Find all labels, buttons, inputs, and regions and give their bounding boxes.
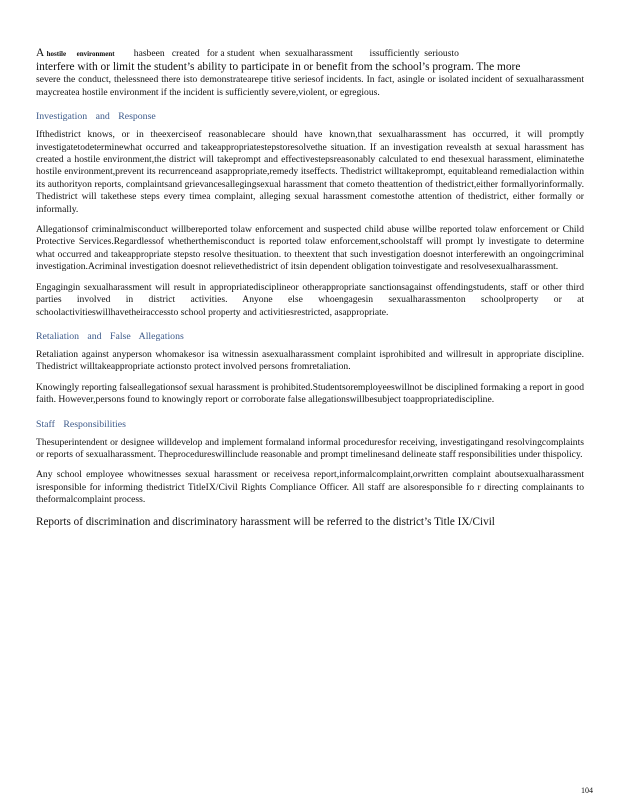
investigation-paragraph-3: Engagingin sexualharassment will result in appropriatedisciplineor otherappropriate sanctionsagainst offendingstudents, staff or other third parties involved in district activities. Anyone else whoengagesin sexualharassmenton schoolproperty or at schoolactivitieswillhavetheiraccessto school property and activitiesrestricted, asappropriate. <box>36 281 584 318</box>
staff-paragraph-1: Thesuperintendent or designee willdevelop and implement formaland informal proceduresfor receiving, investigatingand resolvingcomplaints or reports of sexualharassment. Theprocedureswillinclude reasonable and prompt timelinesand delineate staff responsibilities under thispolicy. <box>36 436 584 460</box>
intro-line2: interfere with or limit the student’s ability to participate in or benefit from the school’s program. The more <box>36 61 521 74</box>
intro-rest: severe the conduct, thelessneed there isto demonstratearepe titive seriesof incidents. In fact, asingle or isolated incident of sexualharassment maycreatea hostile environment if the incident is sufficiently severe,violent, or egregious. <box>36 74 584 98</box>
intro-lead: A <box>36 47 45 59</box>
intro-line1: hasbeen created for a student when sexualharassment issufficiently seriousto <box>116 48 459 59</box>
intro-lead-small: hostile environment <box>46 50 115 58</box>
section-heading-investigation: Investigation and Response <box>36 111 156 123</box>
final-line: Reports of discrimination and discriminatory harassment will be referred to the district’s Title IX/Civil <box>36 515 495 528</box>
document-page <box>36 46 584 529</box>
investigation-paragraph-2: Allegationsof criminalmisconduct willbereported tolaw enforcement and suspected child abuse willbe reported tolaw enforcement or Child Protective Services.Regardlessof whetherthemisconduct is reported tolaw enforcement,schoolstaff will prompt ly investigate to determine what occurred and takeappropriate stepsto resolve thesituation. to theextent that such investigation doesnot interferewith an ongoingcriminal investigation.Acriminal investigation doesnot relievethedistrict of itsin dependent obligation toinvestigate and resolvesexualharassment. <box>36 224 584 273</box>
section-heading-staff: Staff Responsibilities <box>36 418 126 430</box>
page-number: 104 <box>581 786 593 795</box>
section-heading-retaliation: Retaliation and False Allegations <box>36 330 184 342</box>
investigation-paragraph-1: Ifthedistrict knows, or in theexerciseof reasonablecare should have known,that sexualharassment has occurred, it will promptly investigatetodeterminewhat occurred and takeappropriatestepstoresolvethe situation. If an investigation revealsth at sexual harassment has created a hostile environment,the district will takeprompt and effectivestepsreasonably calculated to end thesexual harassment, eliminatethe hostile environment,prevent its recurrenceand asappropriate,remedy itseffects. Thedistrict willtakeprompt, equitableand remedialaction within its authorityon reports, complaintsand grievancesallegingsexual harassment that cometo theattention of thedistrict,either formallyorinformally. Thedistrict will takethese steps every timea complaint, alleging sexual harassment comestothe attention of thedistrict, either formally or informally. <box>36 129 584 215</box>
staff-paragraph-2: Any school employee whowitnesses sexual harassment or receivesa report,informalcomplaint,orwritten complaint aboutsexualharassment isresponsible for informing thedistrict TitleIX/Civil Rights Compliance Officer. All staff are alsoresponsible fo r directing complainants to theformalcomplaint process. <box>36 469 584 506</box>
retaliation-paragraph-2: Knowingly reporting falseallegationsof sexual harassment is prohibited.Studentsoremployeeswillnot be disciplined formaking a report in good faith. However,persons found to knowingly report or corroborate false allegationswillbesubject toappropriatediscipline. <box>36 381 584 406</box>
retaliation-paragraph-1: Retaliation against anyperson whomakesor isa witnessin asexualharassment complaint isprohibited and willresult in appropriate discipline. Thedistrict willtakeappropriate actionsto protect involved persons fromretaliation. <box>36 348 584 373</box>
intro-paragraph <box>36 46 584 99</box>
